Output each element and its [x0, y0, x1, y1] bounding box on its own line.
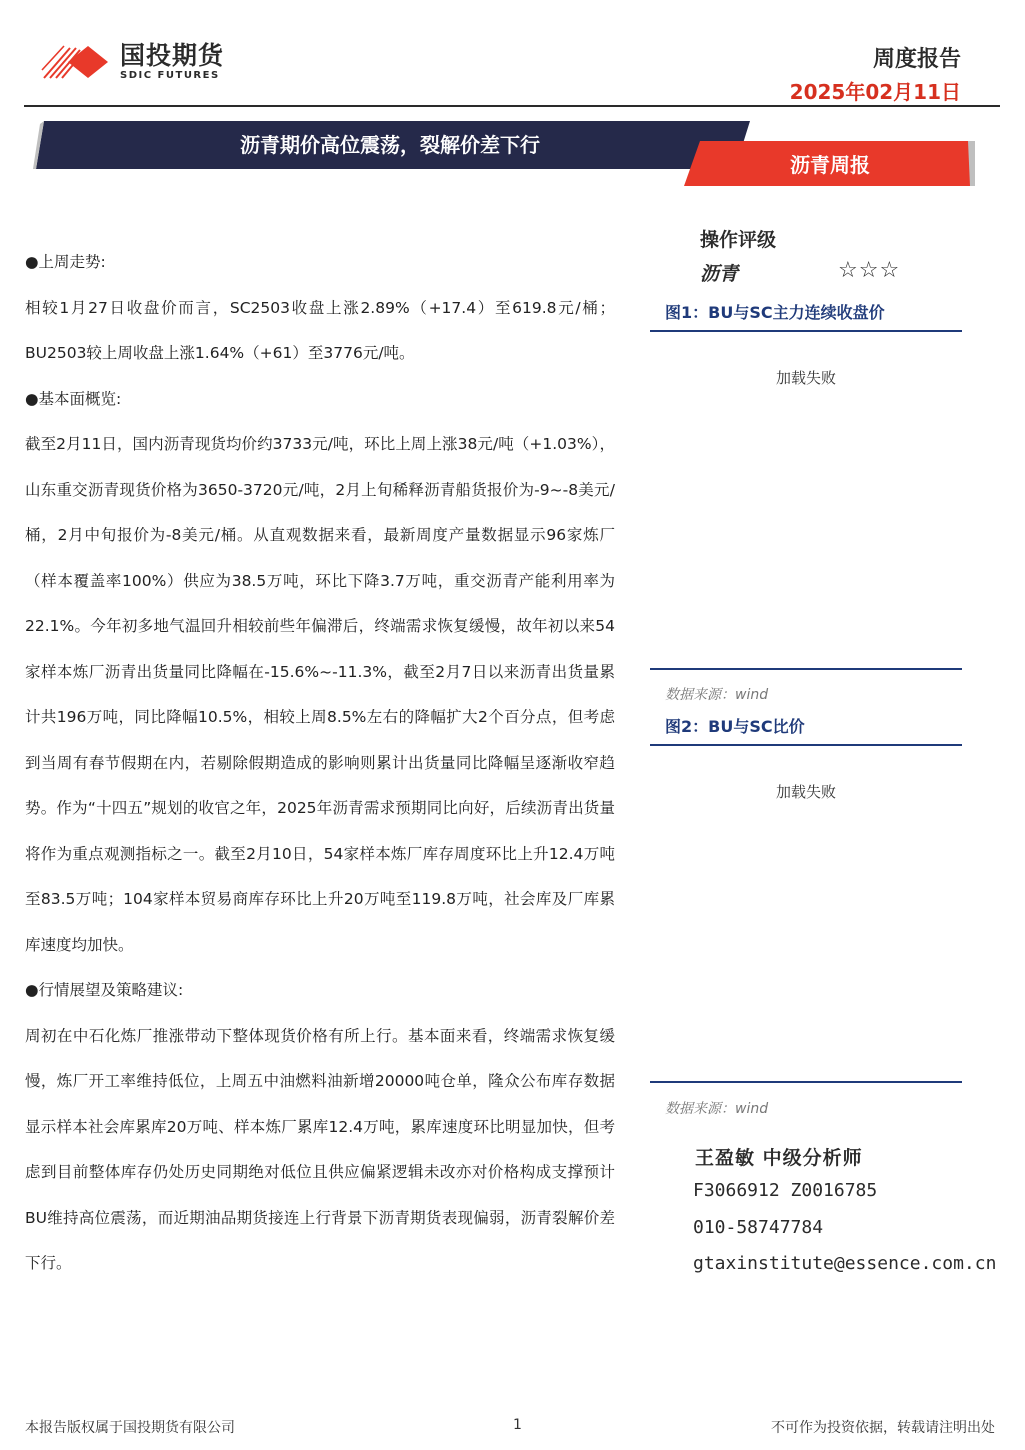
- analyst-license-ids: F3066912 Z0016785: [693, 1180, 878, 1201]
- logo-cn-text: 国投期货: [120, 41, 225, 70]
- figure2-title: 图2：BU与SC比价: [665, 717, 805, 736]
- figure2-source: 数据来源：wind: [665, 1101, 769, 1117]
- figure1-image-failed: 加载失败: [775, 369, 836, 387]
- report-date: 2025年02月11日: [789, 80, 961, 104]
- report-category-tag: 沥青周报: [790, 153, 870, 177]
- figure2-bottom-rule: [650, 1081, 962, 1083]
- report-title: 沥青期价高位震荡，裂解价差下行: [240, 133, 540, 157]
- report-type: 周度报告: [872, 47, 961, 72]
- rating-product: 沥青: [700, 263, 739, 285]
- figure2-image-failed: 加载失败: [775, 783, 836, 801]
- figure1-source: 数据来源：wind: [665, 687, 769, 703]
- figure1-title: 图1：BU与SC主力连续收盘价: [665, 303, 885, 322]
- section-heading-last-week: ●上周走势:: [25, 253, 106, 271]
- section-text-last-week: 相较1月27日收盘价而言，SC2503收盘上涨2.89%（+17.4）至619.8元/桶；BU2503较上周收盘上涨1.64%（+61）至3776元/吨。: [25, 298, 615, 362]
- analyst-email[interactable]: gtaxinstitute@essence.com.cn: [693, 1253, 997, 1274]
- footer-disclaimer: 不可作为投资依据，转载请注明出处: [771, 1420, 995, 1436]
- figure1-top-rule: [650, 330, 962, 332]
- logo-en-text: SDIC FUTURES: [120, 70, 220, 81]
- footer-page-number: 1: [513, 1417, 522, 1433]
- rating-title: 操作评级: [700, 229, 777, 251]
- main-content: [25, 240, 615, 1287]
- section-text-outlook: 周初在中石化炼厂推涨带动下整体现货价格有所上行。基本面来看，终端需求恢复缓慢，炼厂开工率维持低位，上周五中油燃料油新增20000吨仓单，隆众公布库存数据显示样本社会库累库20万吨、样本炼厂累库12.4万吨，累库速度环比明显加快，但考虑到目前整体库存仍处历史同期绝对低位且供应偏紧逻辑未改亦对价格构成支撑预计BU维持高位震荡，而近期油品期货接连上行背景下沥青期货表现偏弱，沥青裂解价差下行。: [25, 1026, 615, 1272]
- footer-copyright: 本报告版权属于国投期货有限公司: [25, 1420, 235, 1436]
- figure1-bottom-rule: [650, 668, 962, 670]
- rating-stars-icon: ☆☆☆: [838, 258, 901, 283]
- section-text-fundamentals: 截至2月11日，国内沥青现货均价约3733元/吨，环比上周上涨38元/吨（+1.03%），山东重交沥青现货价格为3650-3720元/吨，2月上旬稀释沥青船货报价为-9~-8美元/桶，2月中旬报价为-8美元/桶。从直观数据来看，最新周度产量数据显示96家炼厂（样本覆盖率100%）供应为38.5万吨，环比下降3.7万吨，重交沥青产能利用率为22.1%。今年初多地气温回升相较前些年偏滞后，终端需求恢复缓慢，故年初以来54家样本炼厂沥青出货量同比降幅在-15.6%~-11.3%，截至2月7日以来沥青出货量累计共196万吨，同比降幅10.5%，相较上周8.5%左右的降幅扩大2个百分点，但考虑到当周有春节假期在内，若剔除假期造成的影响则累计出货量同比降幅呈逐渐收窄趋势。作为“十四五”规划的收官之年，2025年沥青需求预期同比向好，后续沥青出货量将作为重点观测指标之一。截至2月10日，54家样本炼厂库存周度环比上升12.4万吨至83.5万吨；104家样本贸易商库存环比上升20万吨至119.8万吨，社会库及厂库累库速度均加快。: [25, 435, 615, 954]
- section-heading-outlook: ●行情展望及策略建议:: [25, 981, 184, 999]
- analyst-phone: 010-58747784: [693, 1217, 824, 1238]
- header-divider: [24, 105, 1000, 107]
- logo-icon: [40, 42, 112, 82]
- logo: [40, 42, 224, 82]
- figure2-top-rule: [650, 744, 962, 746]
- analyst-name: 王盈敏 中级分析师: [695, 1147, 863, 1169]
- section-heading-fundamentals: ●基本面概览:: [25, 389, 122, 408]
